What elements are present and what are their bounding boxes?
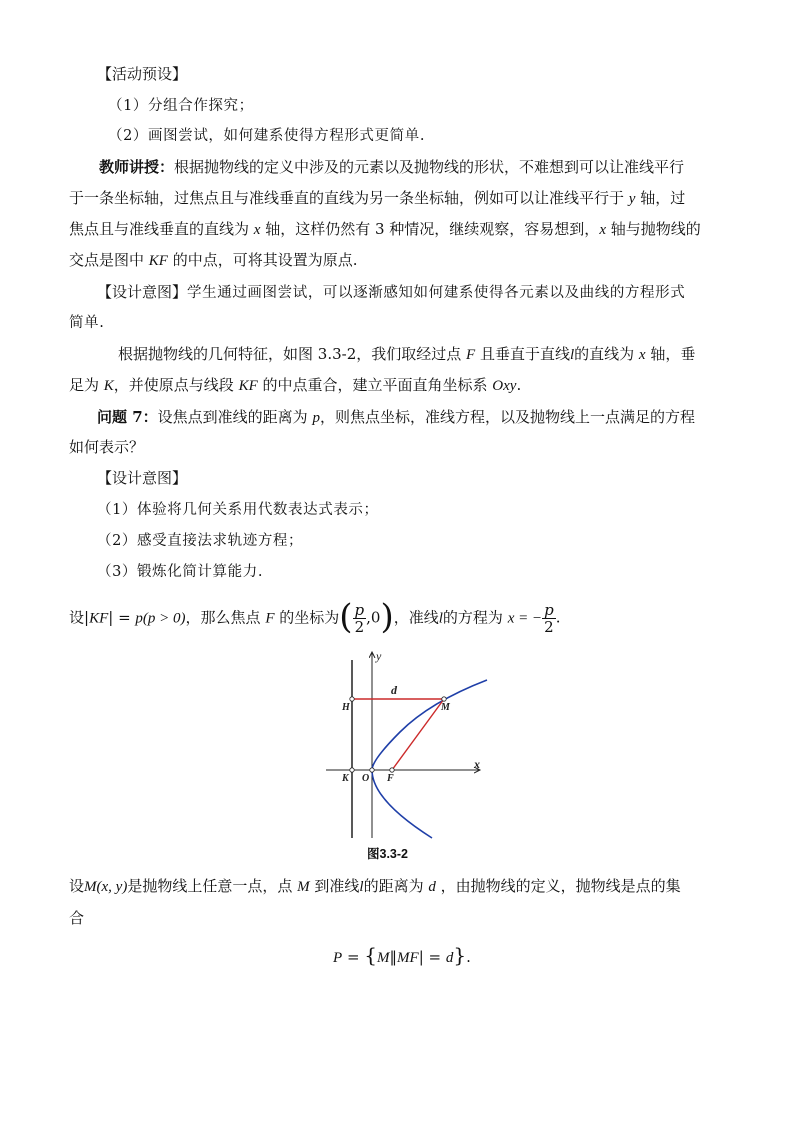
teacher-line-4 (69, 250, 358, 271)
label-d: d (391, 683, 397, 697)
frac-numerator: p (354, 601, 365, 619)
teacher-line-3 (69, 219, 701, 240)
var-d: d (428, 879, 436, 895)
period: . (466, 948, 471, 966)
formula2-b: 到准线 (309, 877, 360, 895)
fraction-p-over-2 (353, 602, 367, 635)
parabola-curve (372, 680, 487, 838)
question-7-line-2: 如何表示？ (69, 438, 145, 456)
point-m-sentence-line-1 (69, 876, 681, 897)
var-p: p (135, 610, 143, 627)
var-M: M (377, 950, 390, 966)
var-x: x (599, 222, 606, 238)
label-K: K (342, 773, 349, 784)
period: . (555, 608, 561, 627)
set-definition-formula (333, 943, 471, 970)
var-P: P (333, 950, 343, 966)
frac-denominator: 2 (544, 618, 554, 636)
var-p: p (312, 410, 320, 426)
teacher-text-1: 根据抛物线的定义中涉及的元素以及抛物线的形状，不难想到可以让准线平行 (174, 158, 685, 176)
label-O: O (362, 773, 370, 784)
abs-bar: | (108, 608, 114, 627)
question-7-label: 问题 7： (97, 408, 158, 426)
equals: = (423, 948, 446, 966)
teacher-text-2a: 于一条坐标轴，过焦点且与准线垂直的直线为另一条坐标轴，例如可以让准线平行于 (69, 189, 629, 207)
design-intent-text-2: 简单. (69, 315, 105, 331)
teacher-text-2b: 轴，过 (635, 189, 686, 207)
var-M: M (297, 879, 310, 895)
point-H (350, 697, 354, 701)
question-7-line-1 (97, 407, 695, 428)
label-M: M (441, 702, 450, 713)
formula1-mid: ，那么焦点 (185, 608, 266, 627)
label-y: y (376, 649, 382, 663)
para-text-1a: 根据抛物线的几何特征，如图 3.3-2，我们取经过点 (118, 345, 467, 363)
coord-zero: ,0 (366, 608, 381, 627)
formula2-c: 的距离为 (363, 877, 429, 895)
teacher-text-3b: 轴，这样仍然有 3 种情况，继续观察，容易想到， (260, 220, 600, 238)
frac-denominator: 2 (354, 618, 365, 636)
para-text-1c: 的直线为 (574, 345, 639, 363)
var-kf: KF (148, 253, 168, 269)
teacher-line-1 (99, 157, 684, 177)
activity-heading: 【活动预设】 (97, 65, 188, 83)
var-l: l (359, 879, 364, 895)
brace-left: { (364, 943, 378, 967)
point-M (442, 697, 446, 701)
point-m-sentence-line-2: 合 (69, 909, 85, 927)
para-line-1 (118, 344, 695, 365)
design-intent-label: 【设计意图】 (97, 283, 188, 301)
activity-item-1: （1）分组合作探究； (108, 98, 254, 114)
fraction-p-over-2 (542, 602, 556, 635)
var-x: x (638, 347, 646, 363)
coords-xy: (x, y) (96, 879, 128, 895)
teacher-text-3a: 焦点且与准线垂直的直线为 (69, 220, 254, 238)
var-l: l (438, 610, 443, 627)
para-text-1b: 且垂直于直线 (475, 345, 570, 363)
var-F: F (466, 347, 476, 363)
para-text-1d: 轴，垂 (645, 345, 696, 363)
design-intent-line-1 (97, 282, 685, 303)
activity-item-2: （2）画图尝试，如何建系使得方程形式更简单. (108, 128, 426, 144)
teacher-text-3c: 轴与抛物线的 (605, 220, 701, 238)
var-F: F (265, 610, 275, 627)
frac-numerator: p (544, 601, 554, 619)
point-F (390, 768, 394, 772)
label-H: H (342, 702, 350, 713)
label-F: F (387, 773, 394, 784)
question-7-text-1a: 设焦点到准线的距离为 (157, 408, 313, 426)
formula1-mid4: 的方程为 (442, 608, 508, 627)
design-intent-2-item-2: （2）感受直接法求轨迹方程； (97, 533, 304, 549)
var-M: M (84, 879, 97, 895)
para-text-2a: 足为 (69, 376, 104, 394)
focus-directrix-formula (69, 596, 561, 637)
formula1-mid2: 的坐标为 (274, 608, 340, 627)
point-O (370, 768, 374, 772)
teacher-label: 教师讲授： (99, 158, 175, 176)
figure-caption: 图3.3-2 (367, 847, 408, 861)
formula1-mid3: ，准线 (393, 608, 439, 627)
brace-right: } (453, 943, 467, 967)
abs-bar: | (84, 608, 90, 627)
var-K: K (103, 378, 114, 394)
teacher-line-2 (69, 188, 685, 209)
parabola-figure (318, 646, 498, 842)
teacher-text-4a: 交点是图中 (69, 251, 149, 269)
abs-bar: ‖ (389, 948, 398, 966)
para-text-2c: 的中点重合，建立平面直角坐标系 (257, 376, 493, 394)
teacher-text-4b: 的中点，可将其设置为原点. (167, 251, 358, 269)
equals: = (113, 608, 136, 627)
var-Oxy: Oxy (492, 378, 517, 394)
para-text-2d: . (516, 376, 522, 394)
para-text-2b: ，并使原点与线段 (113, 376, 239, 394)
paren-left: ( (339, 596, 353, 637)
formula1-pre: 设 (69, 608, 85, 627)
design-intent-text-1: 学生通过画图尝试，可以逐渐感知如何建系使得各元素以及曲线的方程形式 (187, 285, 686, 301)
point-K (350, 768, 354, 772)
equals: = (342, 948, 365, 966)
var-MF: MF (397, 950, 419, 966)
label-x: x (474, 757, 480, 771)
design-intent-2-item-1: （1）体验将几何关系用代数表达式表示； (97, 502, 379, 518)
paren-right: ) (380, 596, 394, 637)
var-KF: KF (238, 378, 258, 394)
design-intent-2-heading: 【设计意图】 (97, 469, 188, 487)
formula2-a: 是抛物线上任意一点，点 (127, 877, 298, 895)
segment-MF (392, 699, 444, 770)
var-y: y (628, 191, 636, 207)
formula2-pre: 设 (69, 877, 85, 895)
var-KF: KF (89, 610, 109, 627)
directrix-lhs: x = − (507, 610, 543, 627)
var-l: l (569, 347, 575, 363)
condition-p-positive: (p > 0) (142, 610, 186, 627)
question-7-text-1b: ，则焦点坐标，准线方程，以及抛物线上一点满足的方程 (319, 408, 695, 426)
abs-bar: | (418, 948, 424, 966)
var-x: x (253, 222, 261, 238)
design-intent-2-item-3: （3）锻炼化简计算能力. (97, 564, 264, 580)
formula2-e: ，由抛物线的定义，抛物线是点的集 (435, 877, 681, 895)
para-line-2 (69, 375, 521, 396)
var-d: d (445, 950, 454, 966)
